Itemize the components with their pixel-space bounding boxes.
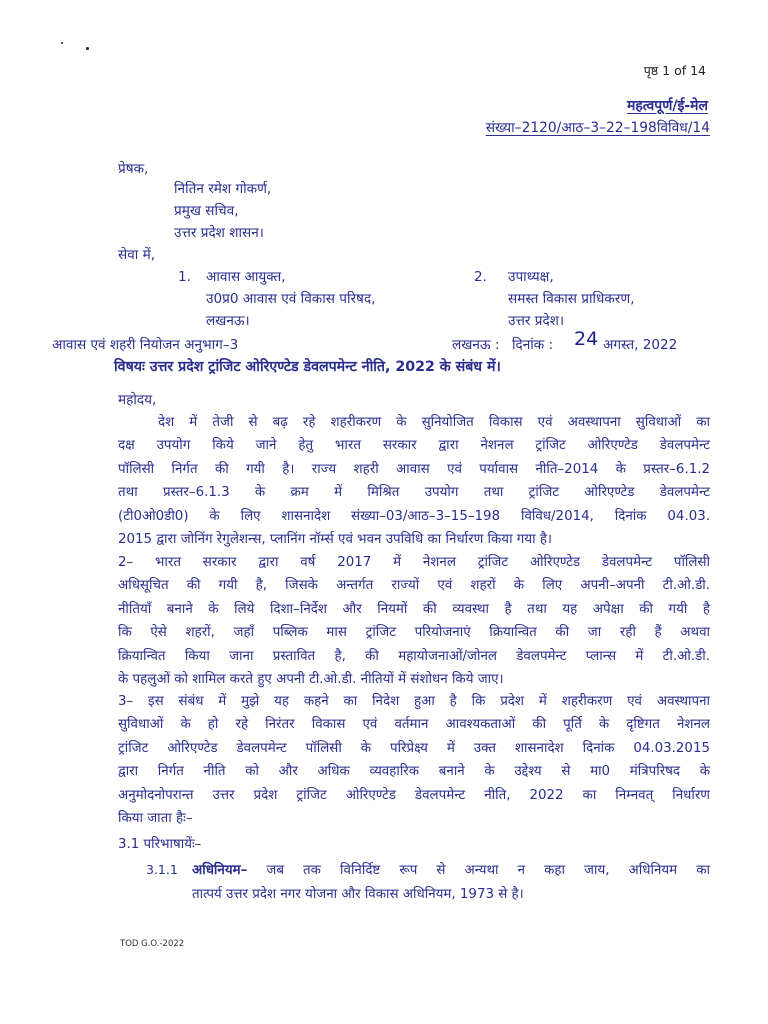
paragraph-line: किया जाता हैः– [118, 811, 193, 827]
recipient-2-state: उत्तर प्रदेश। [508, 313, 565, 329]
subject-line: विषयः उत्तर प्रदेश ट्रांजिट ओरिएण्टेड डेवलपमेन्ट नीति, 2022 के संबंध में। [114, 359, 501, 375]
paragraph-line: दक्ष उपयोग किये जाने हेतु भारत सरकार द्वारा नेशनल ट्रांजिट ओरिएण्टेड डेवलपमेन्ट [118, 438, 710, 454]
recipient-1-org: उ0प्र0 आवास एवं विकास परिषद, [206, 291, 376, 307]
paragraph-line: ट्रांजिट ओरिएण्टेड डेवलपमेन्ट पॉलिसी के परिप्रेक्ष्य में उक्त शासनादेश दिनांक 04.03.2015 [118, 740, 710, 756]
recipient-2-org: समस्त विकास प्राधिकरण, [508, 291, 635, 307]
recipients-label: सेवा में, [118, 247, 156, 263]
paragraph-3 [118, 690, 710, 830]
reference-number: संख्या–2120/आठ–3–22–198विविध/14 [485, 120, 710, 136]
section-heading: 3.1 परिभाषायेंः– [118, 837, 202, 852]
recipient-2-number: 2. [474, 269, 487, 285]
paragraph-line: अधिसूचित की गयी है, जिसके अन्तर्गत राज्यों एवं शहरों के लिए अपनी–अपनी टी.ओ.डी. [118, 578, 710, 594]
date-day-handwritten: 24 [574, 328, 599, 350]
paragraph-line: कि ऐसे शहरों, जहाँ पब्लिक मास ट्रांजिट परियोजनाएं क्रियान्वित की जा रही हैं अथवा [118, 625, 710, 641]
recipient-1-title: आवास आयुक्त, [206, 269, 286, 285]
sender-designation: प्रमुख सचिव, [174, 203, 239, 219]
paragraph-line: (टी0ओ0डी0) के लिए शासनादेश संख्या–03/आठ–3–15–198 विविध/2014, दिनांक 04.03. [118, 508, 710, 524]
recipient-2-title: उपाध्यक्ष, [508, 269, 554, 285]
scan-mark [61, 42, 63, 44]
date-label: दिनांक : [512, 337, 554, 353]
sender-office: उत्तर प्रदेश शासन। [174, 225, 264, 241]
paragraph-line: देश में तेजी से बढ़ रहे शहरीकरण के सुनियोजित विकास एवं अवस्थापना सुविधाओं का [158, 415, 710, 430]
paragraph-line: अनुमोदनोपरान्त उत्तर प्रदेश ट्रांजिट ओरिएण्टेड डेवलपमेन्ट नीति, 2022 का निम्नवत् निर्धारण [118, 787, 710, 803]
paragraph-line: पॉलिसी निर्गत की गयी है। राज्य शहरी आवास एवं पर्यावास नीति–2014 के प्रस्तर–6.1.2 [118, 461, 710, 477]
paragraph-line: द्वारा निर्गत नीति को और अधिक व्यवहारिक बनाने के उद्देश्य से मा0 मंत्रिपरिषद के [118, 764, 710, 780]
paragraph-line: 2– भारत सरकार द्वारा वर्ष 2017 में नेशनल ट्रांजिट ओरिएण्टेड डेवलपमेन्ट पॉलिसी [118, 555, 710, 570]
paragraph-line: 2015 द्वारा जोनिंग रेगुलेशन्स, प्लानिंग नॉर्म्स एवं भवन उपविधि का निर्धारण किया गया है। [118, 532, 553, 548]
paragraph-line: क्रियान्वित किया जाना प्रस्तावित है, की महायोजनाओं/जोनल डेवलपमेन्ट प्लान्स में टी.ओ.डी. [118, 648, 710, 664]
sender-name: नितिन रमेश गोकर्ण, [174, 181, 272, 197]
paragraph-2 [118, 551, 710, 691]
recipient-1-number: 1. [178, 269, 191, 285]
paragraph-line: के पहलुओं को शामिल करते हुए अपनी टी.ओ.डी. नीतियों में संशोधन किये जाए। [118, 672, 504, 688]
date-month-year: अगस्त, 2022 [603, 337, 678, 353]
paragraph-line: 3– इस संबंध में मुझे यह कहने का निदेश हुआ है कि प्रदेश में शहरीकरण एवं अवस्थापना [118, 694, 710, 709]
paragraph-line: सुविधाओं के हो रहे निरंतर विकास एवं वर्तमान आवश्यकताओं की पूर्ति के दृष्टिगत नेशनल [118, 717, 710, 733]
page-number: पृष्ठ 1 of 14 [643, 63, 706, 78]
definition-line-2: तात्पर्य उत्तर प्रदेश नगर योजना और विकास अधिनियम, 1973 से है। [192, 887, 524, 902]
recipient-1-city: लखनऊ। [206, 313, 250, 329]
department-name: आवास एवं शहरी नियोजन अनुभाग–3 [52, 337, 239, 353]
scan-mark [86, 47, 89, 50]
paragraph-line: नीतियाँ बनाने के लिये दिशा–निर्देश और नियमों की व्यवस्था है तथा यह अपेक्षा की गयी है [118, 601, 710, 617]
salutation: महोदय, [118, 392, 157, 408]
sender-label: प्रेषक, [118, 161, 149, 177]
definition-term: अधिनियम– [192, 863, 248, 878]
footer-label: TOD G.O.-2022 [120, 939, 185, 949]
definition-number: 3.1.1 [146, 862, 178, 877]
definition-line-1 [192, 860, 710, 878]
date-place: लखनऊ : [452, 337, 500, 353]
paragraph-line: तथा प्रस्तर–6.1.3 के क्रम में मिश्रित उपयोग तथा ट्रांजिट ओरिएण्टेड डेवलपमेन्ट [118, 485, 710, 501]
definition-text: जब तक विनिर्दिष्ट रूप से अन्यथा न कहा जाय, अधिनियम का [247, 863, 710, 878]
priority-label: महत्वपूर्ण/ई-मेल [626, 98, 708, 114]
paragraph-1 [118, 411, 710, 551]
